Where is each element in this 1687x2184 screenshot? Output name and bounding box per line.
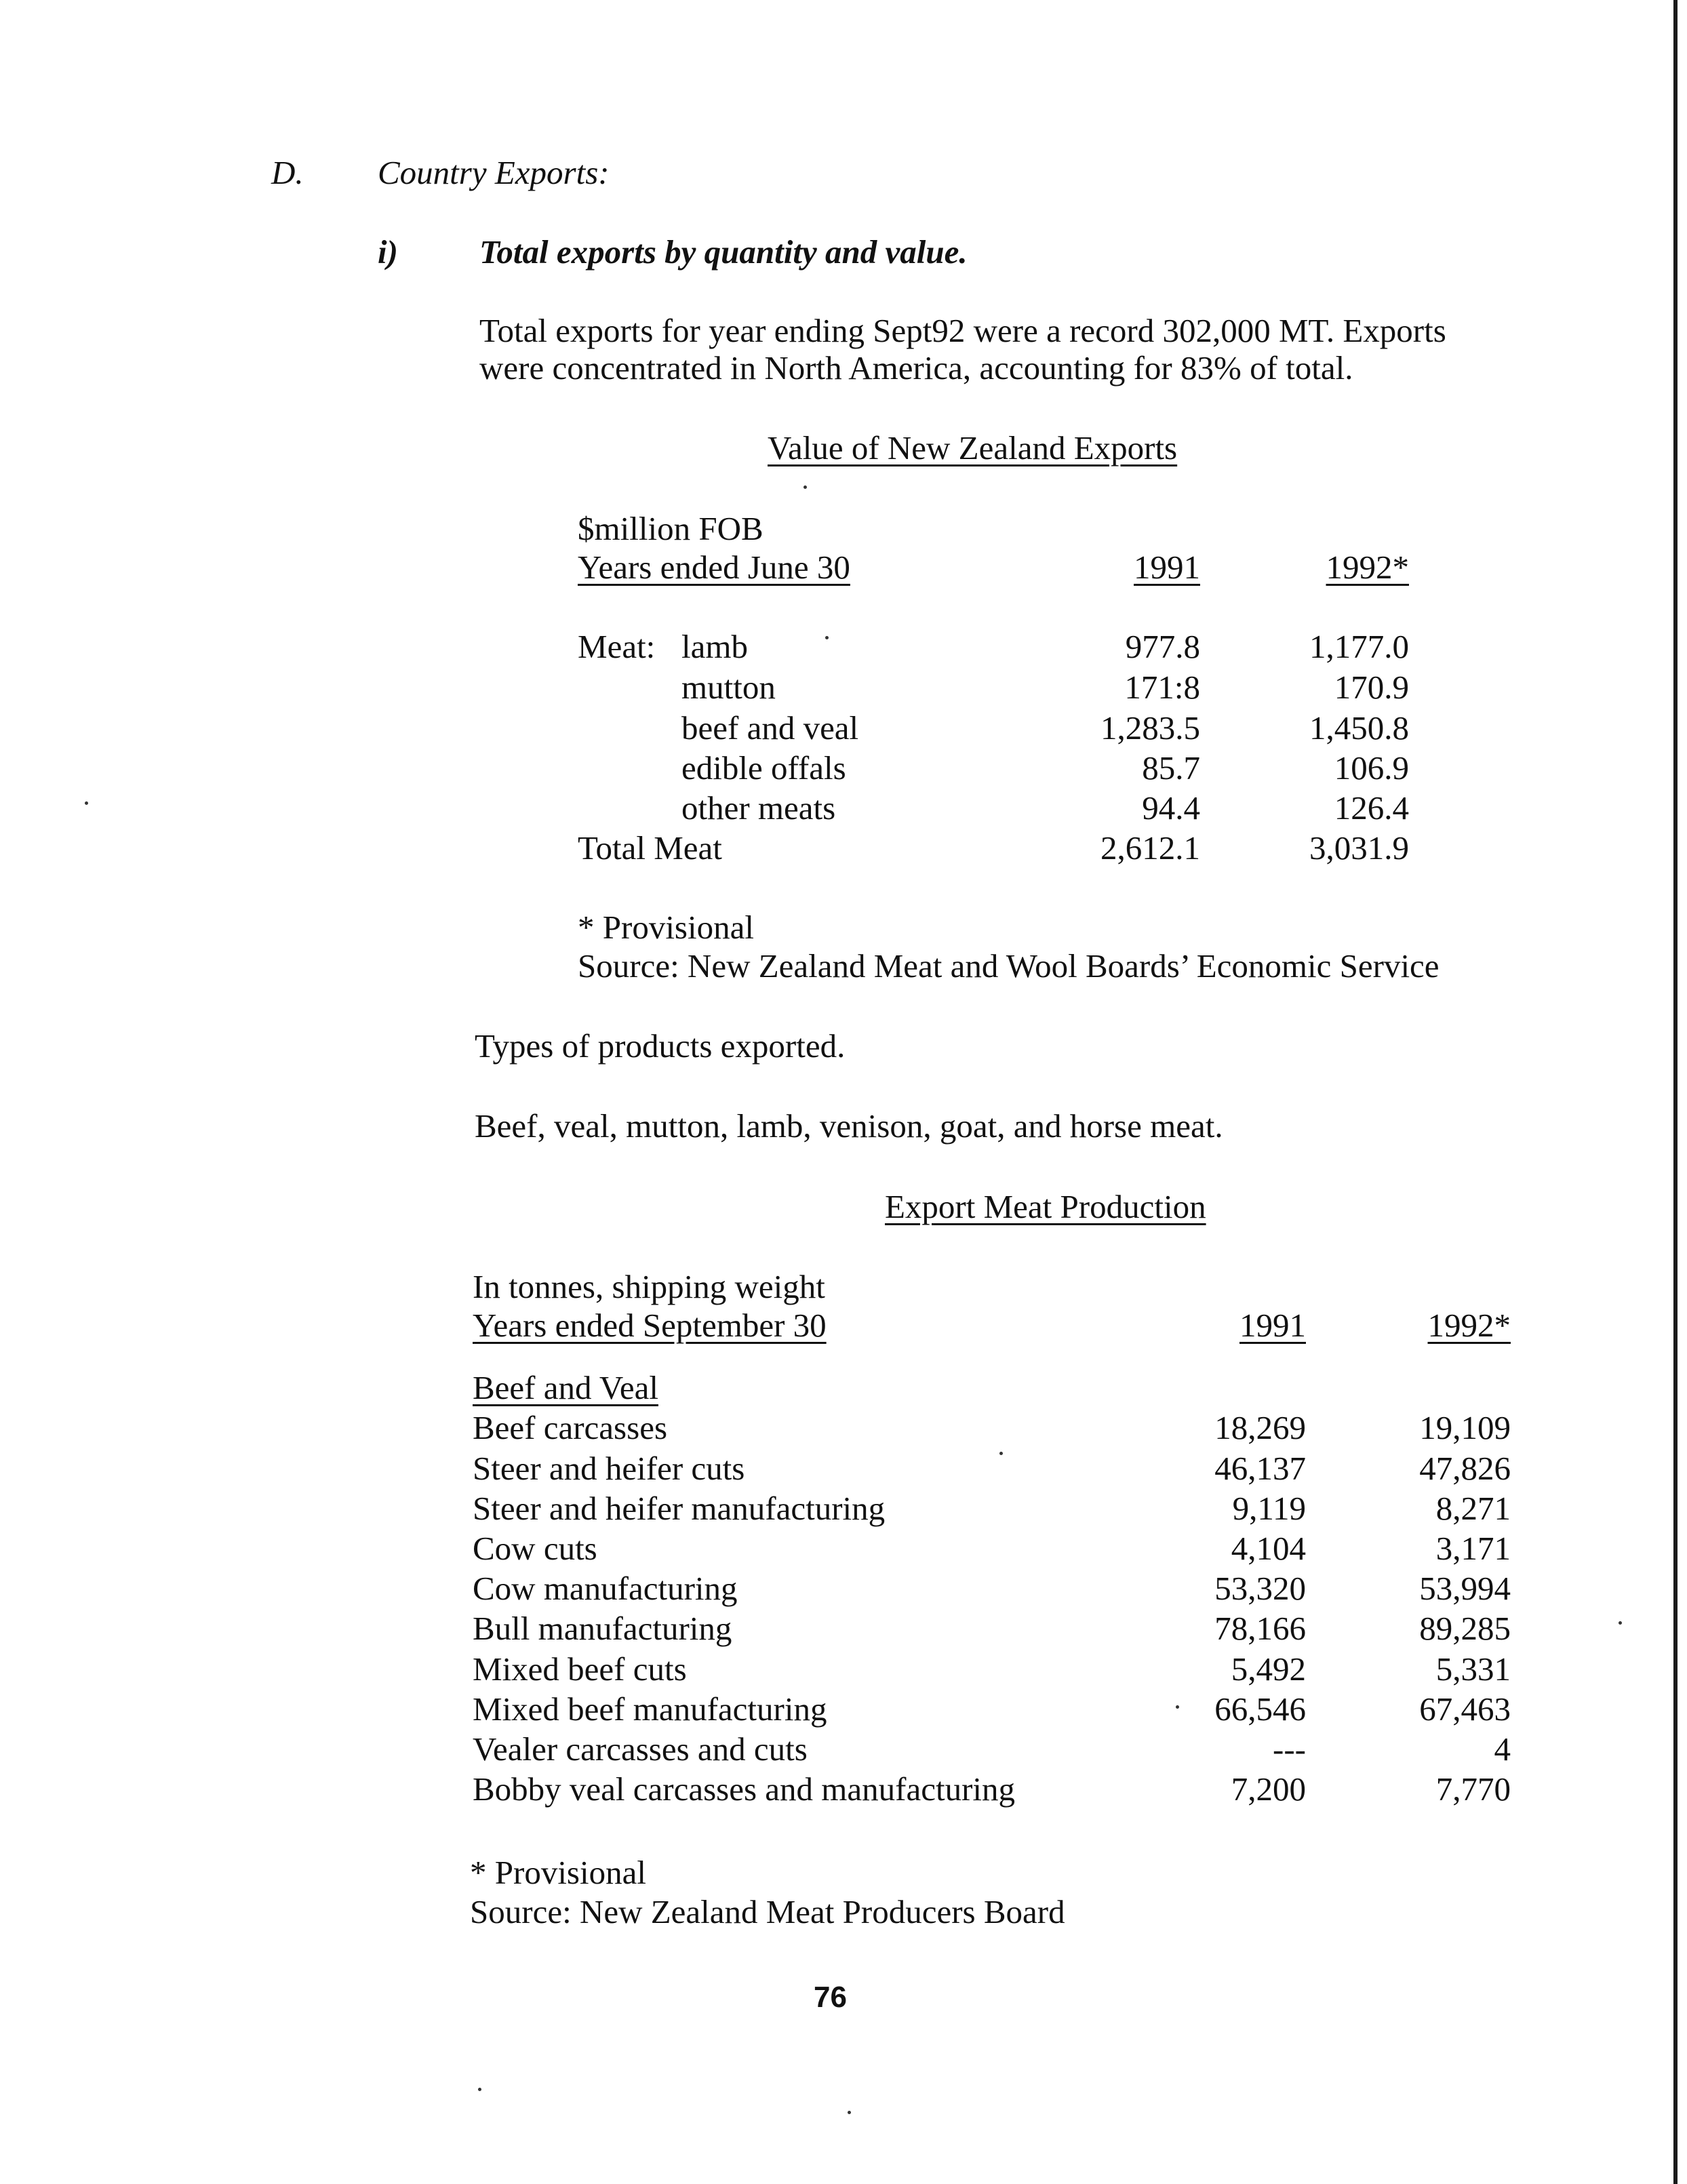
row-value-1991: 5,492 <box>1231 1650 1306 1688</box>
row-value-1991: --- <box>1273 1730 1306 1768</box>
row-label: Steer and heifer manufacturing <box>473 1490 886 1527</box>
row-value-1992: 170.9 <box>1334 669 1409 706</box>
row-label: Steer and heifer cuts <box>473 1450 745 1487</box>
types-list: Beef, veal, mutton, lamb, venison, goat, and horse meat. <box>475 1107 1223 1145</box>
scan-speck <box>1176 1705 1179 1709</box>
row-label: Beef carcasses <box>473 1409 668 1446</box>
intro-line-1: Total exports for year ending Sept92 were a record 302,000 MT. Exports <box>479 312 1446 349</box>
row-value-1992: 4 <box>1494 1730 1511 1768</box>
page-number: 76 <box>814 1981 847 2014</box>
row-label: Mixed beef manufacturing <box>473 1690 827 1728</box>
row-label: lamb <box>681 628 748 665</box>
row-label: edible offals <box>681 749 846 787</box>
value-table-period: Years ended June 30 <box>578 549 850 586</box>
row-value-1991: 85.7 <box>1142 749 1200 787</box>
row-label: beef and veal <box>681 709 859 747</box>
row-label: Mixed beef cuts <box>473 1650 687 1688</box>
row-value-1991: 66,546 <box>1214 1690 1306 1728</box>
value-table-unit: $million FOB <box>578 510 763 547</box>
section-title: Country Exports: <box>378 154 610 191</box>
row-value-1991: 46,137 <box>1214 1450 1306 1487</box>
scan-speck <box>825 636 829 639</box>
production-table-col-1992: 1992* <box>1427 1307 1511 1344</box>
row-value-1992: 67,463 <box>1419 1690 1511 1728</box>
row-label: Vealer carcasses and cuts <box>473 1730 808 1768</box>
scan-speck <box>803 485 807 489</box>
row-label: Cow cuts <box>473 1530 597 1567</box>
value-table-col-1991: 1991 <box>1134 549 1200 586</box>
total-value-1992: 3,031.9 <box>1309 829 1409 867</box>
row-value-1991: 4,104 <box>1231 1530 1306 1567</box>
row-value-1991: 78,166 <box>1214 1610 1306 1647</box>
subsection-title: Total exports by quantity and value. <box>479 233 968 271</box>
types-heading: Types of products exported. <box>475 1027 846 1065</box>
row-value-1992: 126.4 <box>1334 789 1409 827</box>
row-value-1991: 18,269 <box>1214 1409 1306 1446</box>
production-table-title: Export Meat Production <box>885 1188 1206 1225</box>
total-value-1991: 2,612.1 <box>1100 829 1200 867</box>
intro-line-2: were concentrated in North America, accounting for 83% of total. <box>479 349 1353 386</box>
row-label: Bobby veal carcasses and manufacturing <box>473 1770 1016 1808</box>
row-value-1992: 19,109 <box>1419 1409 1511 1446</box>
right-margin-rule <box>1673 0 1678 2184</box>
subsection-numeral: i) <box>378 233 398 271</box>
row-value-1991: 1,283.5 <box>1100 709 1200 747</box>
row-value-1991: 94.4 <box>1142 789 1200 827</box>
production-table-group-label: Beef and Veal <box>473 1369 658 1406</box>
row-value-1992: 53,994 <box>1419 1570 1511 1607</box>
row-value-1992: 89,285 <box>1419 1610 1511 1647</box>
scan-speck <box>848 2111 851 2114</box>
row-value-1992: 3,171 <box>1435 1530 1511 1567</box>
value-table-col-1992: 1992* <box>1326 549 1409 586</box>
row-value-1991: 977.8 <box>1125 628 1200 665</box>
row-value-1992: 1,450.8 <box>1309 709 1409 747</box>
production-table-unit: In tonnes, shipping weight <box>473 1268 825 1305</box>
production-table-period: Years ended September 30 <box>473 1307 827 1344</box>
scan-speck <box>85 801 88 805</box>
production-table-note: * Provisional <box>470 1854 646 1891</box>
row-label: mutton <box>681 669 776 706</box>
value-table-group-label: Meat: <box>578 628 656 665</box>
row-label: other meats <box>681 789 836 827</box>
row-value-1992: 1,177.0 <box>1309 628 1409 665</box>
production-table-col-1991: 1991 <box>1239 1307 1306 1344</box>
row-value-1992: 5,331 <box>1435 1650 1511 1688</box>
scan-speck <box>478 2088 481 2091</box>
row-value-1991: 7,200 <box>1231 1770 1306 1808</box>
row-label: Cow manufacturing <box>473 1570 738 1607</box>
section-letter: D. <box>271 154 304 191</box>
row-value-1991: 171:8 <box>1124 669 1200 706</box>
value-table-note: * Provisional <box>578 909 754 946</box>
row-value-1992: 8,271 <box>1435 1490 1511 1527</box>
scan-speck <box>1619 1621 1622 1625</box>
scan-speck <box>999 1452 1003 1455</box>
row-value-1992: 47,826 <box>1419 1450 1511 1487</box>
row-value-1991: 9,119 <box>1232 1490 1306 1527</box>
row-value-1991: 53,320 <box>1214 1570 1306 1607</box>
total-label: Total Meat <box>578 829 722 867</box>
value-table-title: Value of New Zealand Exports <box>768 429 1178 466</box>
row-value-1992: 7,770 <box>1435 1770 1511 1808</box>
value-table-source: Source: New Zealand Meat and Wool Boards’ Economic Service <box>578 947 1440 985</box>
production-table-source: Source: New Zealand Meat Producers Board <box>470 1893 1065 1930</box>
row-value-1992: 106.9 <box>1334 749 1409 787</box>
row-label: Bull manufacturing <box>473 1610 732 1647</box>
